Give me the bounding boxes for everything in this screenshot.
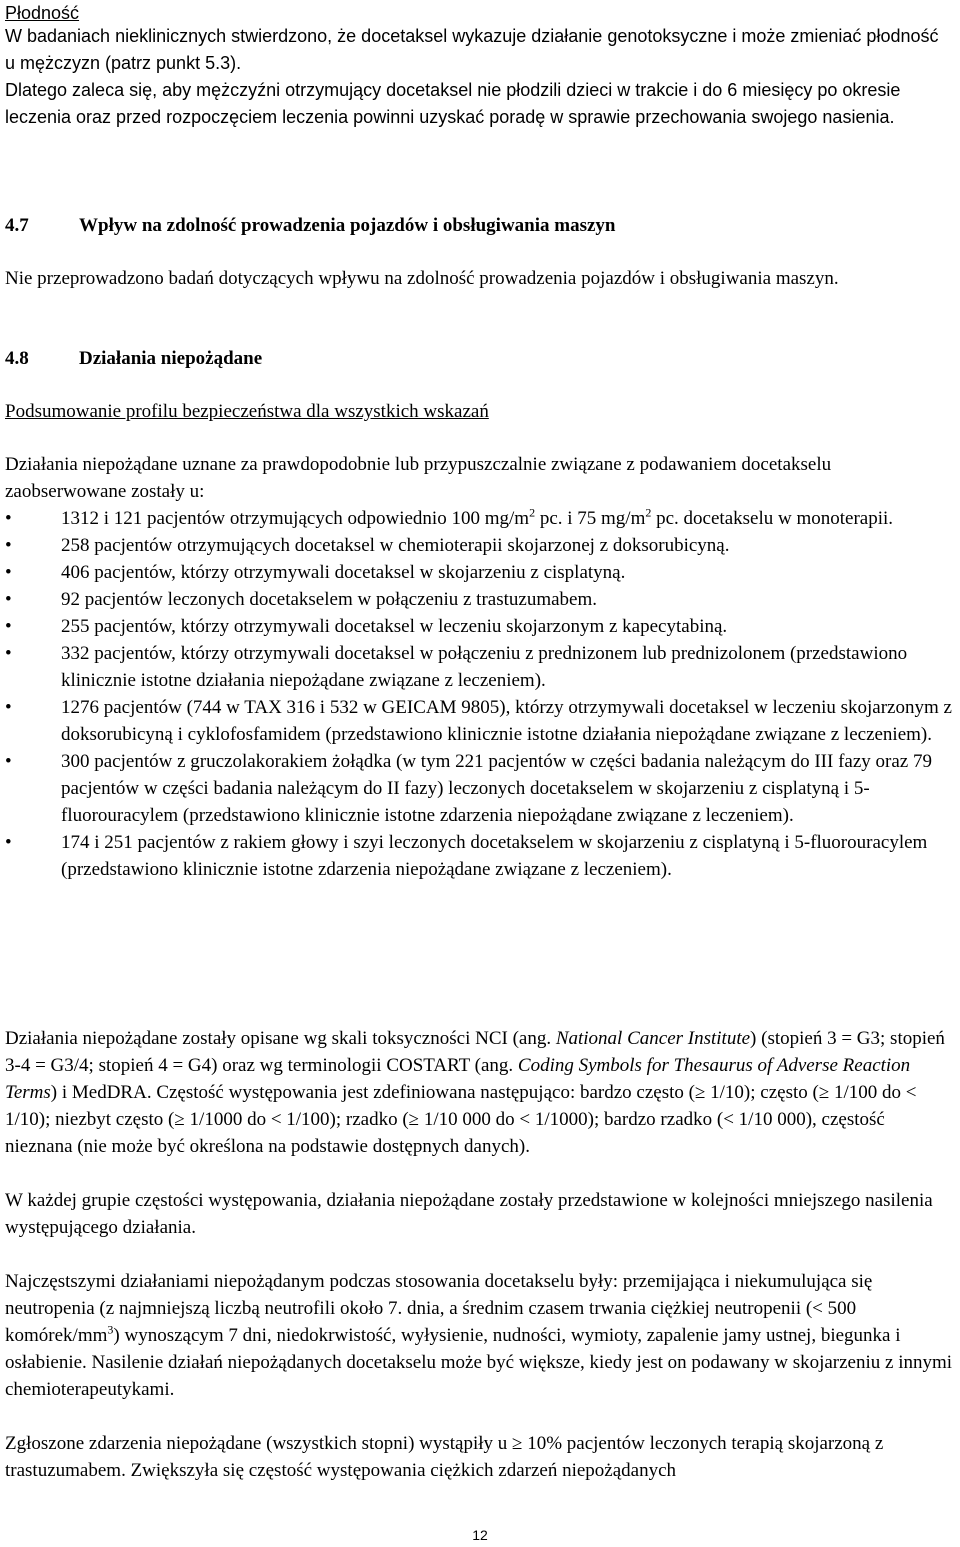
bullet-icon: •	[5, 697, 12, 718]
document-page	[5, 0, 955, 1547]
section-number: 4.8	[5, 348, 29, 369]
bullet-icon: •	[5, 616, 12, 637]
adverse-reactions-intro: Działania niepożądane uznane za prawdopodobnie lub przypuszczalnie związane z podawaniem docetakselu zaobserwowane zostały u:	[5, 454, 832, 502]
page-number: 12	[472, 1527, 488, 1543]
list-item	[5, 559, 953, 586]
patient-groups-list	[5, 505, 953, 883]
list-item-text: 174 i 251 pacjentów z rakiem głowy i szyi leczonych docetakselem w skojarzeniu z cisplatyną i 5-fluorouracylem (przedstawiono klinicznie istotne zdarzenia niepożądane związane z leczeniem).	[61, 832, 928, 880]
bullet-icon: •	[5, 643, 12, 664]
section-4-7-heading	[5, 212, 615, 239]
italic-term: Coding Symbols for Thesaurus of Adverse Reaction Terms	[5, 1055, 911, 1103]
list-item-text: pc. docetakselu w monoterapii.	[651, 508, 894, 529]
fertility-heading: Płodność	[5, 3, 80, 23]
reported-events-paragraph: Zgłoszone zdarzenia niepożądane (wszystkich stopni) wystąpiły u ≥ 10% pacjentów leczonych terapią skojarzoną z trastuzumabem. Zwiększyła się częstość występowania ciężkich zdarzeń niepożądanych	[5, 1433, 884, 1481]
list-item-text: 258 pacjentów otrzymujących docetaksel w chemioterapii skojarzonej z doksorubicyną.	[61, 535, 730, 556]
list-item-text: 332 pacjentów, którzy otrzymywali docetaksel w połączeniu z prednizonem lub prednizolonem (przedstawiono klinicznie istotne działania niepożądane związane z leczeniem).	[61, 643, 908, 691]
nci-toxicity-paragraph	[5, 1025, 953, 1160]
list-item	[5, 532, 953, 559]
section-title: Działania niepożądane	[79, 348, 263, 369]
list-item-text: 300 pacjentów z gruczolakorakiem żołądka (w tym 221 pacjentów w części badania należącym do III fazy oraz 79 pacjentów w części badania należącym do II fazy) leczonych docetakselem w skojarzeniu z cisplatyną i 5-fluorouracylem (przedstawiono klinicznie istotne zdarzenia niepożądane związane z leczeniem).	[61, 751, 932, 826]
list-item	[5, 640, 953, 694]
list-item	[5, 586, 953, 613]
bullet-icon: •	[5, 589, 12, 610]
section-4-7-text: Nie przeprowadzono badań dotyczących wpływu na zdolność prowadzenia pojazdów i obsługiwania maszyn.	[5, 268, 839, 289]
superscript: 3	[107, 1322, 114, 1337]
list-item-text: pc. i 75 mg/m	[535, 508, 646, 529]
fertility-paragraph-2: Dlatego zaleca się, aby mężczyźni otrzymujący docetaksel nie płodzili dzieci w trakcie i do 6 miesięcy po okresie leczenia oraz przed rozpoczęciem leczenia powinni uzyskać poradę w sprawie przechowania swojego nasienia.	[5, 80, 901, 127]
list-item-text: 92 pacjentów leczonych docetakselem w połączeniu z trastuzumabem.	[61, 589, 597, 610]
list-item	[5, 748, 953, 829]
text-run: ) i MedDRA. Częstość występowania jest zdefiniowana następująco: bardzo często (≥ 1/10); często (≥ 1/100 do < 1/10); niezbyt często (≥ 1/1000 do < 1/100); rzadko (≥ 1/10 000 do < 1/1000); bardzo rzadko (< 1/10 000), częstość nieznana (nie może być określona na podstawie dostępnych danych).	[5, 1082, 917, 1157]
list-item-text: 406 pacjentów, którzy otrzymywali docetaksel w skojarzeniu z cisplatyną.	[61, 562, 626, 583]
bullet-icon: •	[5, 508, 12, 529]
bullet-icon: •	[5, 751, 12, 772]
list-item-text: 1276 pacjentów (744 w TAX 316 i 532 w GEICAM 9805), którzy otrzymywali docetaksel w leczeniu skojarzonym z doksorubicyną i cyklofosfamidem (przedstawiono klinicznie istotne działania niepożądane związane z leczeniem).	[61, 697, 952, 745]
list-item	[5, 613, 953, 640]
superscript: 2	[645, 505, 652, 520]
section-title: Wpływ na zdolność prowadzenia pojazdów i obsługiwania maszyn	[79, 215, 616, 236]
fertility-paragraph-1: W badaniach nieklinicznych stwierdzono, że docetaksel wykazuje działanie genotoksyczne i może zmieniać płodność u mężczyzn (patrz punkt 5.3).	[5, 26, 939, 73]
common-reactions-paragraph	[5, 1268, 953, 1403]
bullet-icon: •	[5, 562, 12, 583]
superscript: 2	[529, 505, 536, 520]
section-4-8-heading	[5, 345, 262, 372]
bullet-icon: •	[5, 535, 12, 556]
text-run: ) (stopień 3 = G3; stopień 3-4 = G3/4; stopień 4 = G4) oraz wg terminologii COSTART (ang.	[5, 1028, 945, 1076]
safety-profile-subheading: Podsumowanie profilu bezpieczeństwa dla wszystkich wskazań	[5, 401, 489, 422]
list-item-text: 255 pacjentów, którzy otrzymywali docetaksel w leczeniu skojarzonym z kapecytabiną.	[61, 616, 728, 637]
list-item	[5, 829, 953, 883]
list-item	[5, 505, 953, 532]
text-run: Najczęstszymi działaniami niepożądanym podczas stosowania docetakselu były: przemijająca i niekumulująca się neutropenia (z najmniejszą liczbą neutrofili około 7. dnia, a średnim czasem trwania ciężkiej neutropenii (< 500 komórek/mm	[5, 1271, 873, 1346]
list-item	[5, 694, 953, 748]
frequency-groups-paragraph: W każdej grupie częstości występowania, działania niepożądane zostały przedstawione w kolejności mniejszego nasilenia występującego działania.	[5, 1190, 933, 1238]
italic-term: National Cancer Institute	[555, 1028, 751, 1049]
list-item-text: 1312 i 121 pacjentów otrzymujących odpowiednio 100 mg/m	[61, 508, 530, 529]
section-number: 4.7	[5, 215, 29, 236]
text-run: ) wynoszącym 7 dni, niedokrwistość, wyłysienie, nudności, wymioty, zapalenie jamy ustnej, biegunka i osłabienie. Nasilenie działań niepożądanych docetakselu może być większe, kiedy jest on podawany w skojarzeniu z innymi chemioterapeutykami.	[5, 1325, 953, 1400]
text-run: Działania niepożądane zostały opisane wg skali toksyczności NCI (ang.	[5, 1028, 556, 1049]
bullet-icon: •	[5, 832, 12, 853]
